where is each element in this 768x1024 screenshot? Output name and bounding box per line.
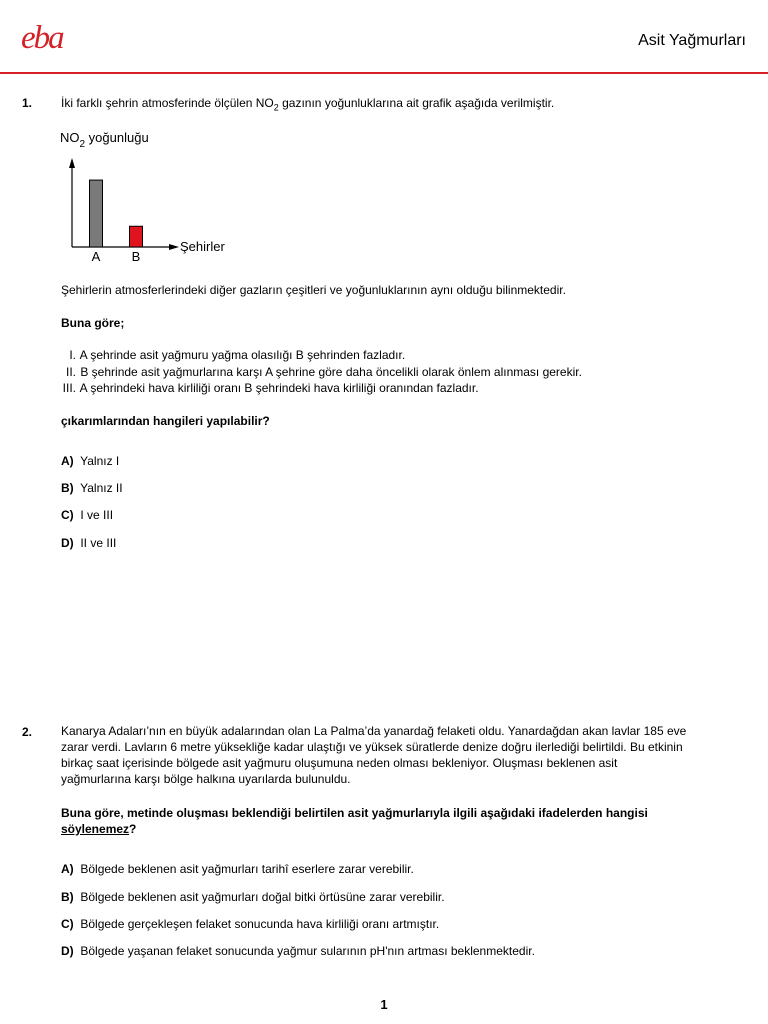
question-2-prompt-line: Buna göre, metinde oluşması beklendiği belirtilen asit yağmurlarıyla ilgili aşağıdaki ifadelerden hangisi — [61, 806, 648, 820]
question-2-passage — [61, 723, 751, 787]
q1-option-d[interactable]: D) II ve III — [61, 536, 117, 550]
option-text: Bölgede gerçekleşen felaket sonucunda hava kirliliği oranı artmıştır. — [80, 917, 440, 931]
option-text: II ve III — [80, 536, 117, 550]
passage-line: yağmurlarına karşı bölge halkına uyarılarda bulunuldu. — [61, 772, 351, 786]
passage-line: Kanarya Adaları’nın en büyük adalarından olan La Palma’da yanardağ felaketi oldu. Yanardağdan akan lavlar 185 eve — [61, 724, 687, 738]
option-letter: A — [61, 862, 70, 876]
option-letter: C — [61, 508, 70, 522]
option-letter: C — [61, 917, 70, 931]
statement-2-text: B şehrinde asit yağmurlarına karşı A şehrine göre daha öncelikli olarak önlem alınması gerekir. — [80, 365, 582, 379]
q1-option-b[interactable]: B) Yalnız II — [61, 481, 123, 495]
stem-subscript: 2 — [273, 102, 279, 113]
option-text: Bölgede beklenen asit yağmurları tarihî eserlere zarar verebilir. — [80, 862, 414, 876]
chart-y-label-sub: 2 — [79, 139, 86, 150]
stem-text: İki farklı şehrin atmosferinde ölçülen NO — [61, 96, 274, 110]
question-1-stem — [61, 95, 554, 115]
page-number: 1 — [380, 997, 388, 1012]
statement-2 — [60, 364, 740, 380]
x-tick-label-a: A — [91, 249, 101, 264]
statement-3-text: A şehrindeki hava kirliliği oranı B şehrindeki hava kirliliği oranından fazladır. — [79, 381, 479, 395]
q2-option-c[interactable]: C) Bölgede gerçekleşen felaket sonucunda hava kirliliği oranı artmıştır. — [61, 917, 440, 931]
statement-1-roman: I. — [69, 348, 76, 362]
option-text: Bölgede yaşanan felaket sonucunda yağmur sularının pH'nın artması beklenmektedir. — [80, 944, 535, 958]
option-text: Bölgede beklenen asit yağmurları doğal bitki örtüsüne zarar verebilir. — [80, 890, 445, 904]
question-2-emphasis: söylenemez — [61, 822, 130, 836]
q1-option-a[interactable]: A) Yalnız I — [61, 454, 120, 468]
no2-bar-chart — [55, 125, 255, 270]
option-text: I ve III — [80, 508, 114, 522]
x-tick-label-b: B — [131, 249, 141, 264]
option-letter: B — [61, 481, 70, 495]
chart-x-tick-labels — [92, 249, 141, 264]
question-1-number: 1. — [22, 96, 33, 110]
question-1-note: Şehirlerin atmosferlerindeki diğer gazların çeşitleri ve yoğunluklarının aynı olduğu bilinmektedir. — [61, 283, 566, 297]
option-text: Yalnız I — [80, 454, 120, 468]
chart-y-label-main: NO — [60, 130, 80, 145]
question-2-mark: ? — [129, 822, 137, 836]
chart-bars — [90, 180, 143, 247]
option-letter: D — [61, 536, 70, 550]
passage-line: birkaç saat içerisinde bölgede asit yağmuru oluşumuna neden olması bekleniyor. Oluşması beklenen asit — [61, 756, 618, 770]
bar-b — [130, 226, 143, 247]
q2-option-a[interactable]: A) Bölgede beklenen asit yağmurları tarihî eserlere zarar verebilir. — [61, 862, 414, 876]
question-2-number: 2. — [22, 725, 33, 739]
question-1-lead: Buna göre; — [61, 316, 125, 330]
q1-option-c[interactable]: C) I ve III — [61, 508, 114, 522]
header-divider — [0, 72, 768, 74]
q2-option-b[interactable]: B) Bölgede beklenen asit yağmurları doğal bitki örtüsüne zarar verebilir. — [61, 890, 445, 904]
statement-3 — [60, 380, 740, 396]
eba-logo: eba — [21, 20, 63, 56]
question-1-prompt: çıkarımlarından hangileri yapılabilir? — [61, 414, 270, 428]
option-letter: A — [61, 454, 70, 468]
chart-y-label-rest: yoğunluğu — [85, 130, 149, 145]
question-2-prompt — [61, 805, 751, 837]
page-title: Asit Yağmurları — [638, 32, 746, 49]
q2-option-d[interactable]: D) Bölgede yaşanan felaket sonucunda yağmur sularının pH'nın artması beklenmektedir. — [61, 944, 535, 958]
chart-x-axis-label: Şehirler — [180, 239, 225, 254]
statement-3-roman: III. — [62, 381, 76, 395]
option-letter: D — [61, 944, 70, 958]
stem-text-end: gazının yoğunluklarına ait grafik aşağıda verilmiştir. — [278, 96, 555, 110]
passage-line: zarar verdi. Lavların 6 metre yüksekliğe kadar ulaştığı ve yüksek süratlerde denize doğru ilerlediği belirtildi. Bu etkinin — [61, 740, 683, 754]
chart-y-axis-label — [60, 130, 149, 150]
option-letter: B — [61, 890, 70, 904]
chart-y-axis-arrow — [69, 158, 75, 168]
statement-1 — [60, 347, 740, 363]
statement-1-text: A şehrinde asit yağmuru yağma olasılığı B şehrinden fazladır. — [79, 348, 406, 362]
option-text: Yalnız II — [80, 481, 123, 495]
statement-2-roman: II. — [65, 365, 76, 379]
bar-a — [90, 180, 103, 247]
chart-x-axis-arrow — [169, 244, 179, 250]
